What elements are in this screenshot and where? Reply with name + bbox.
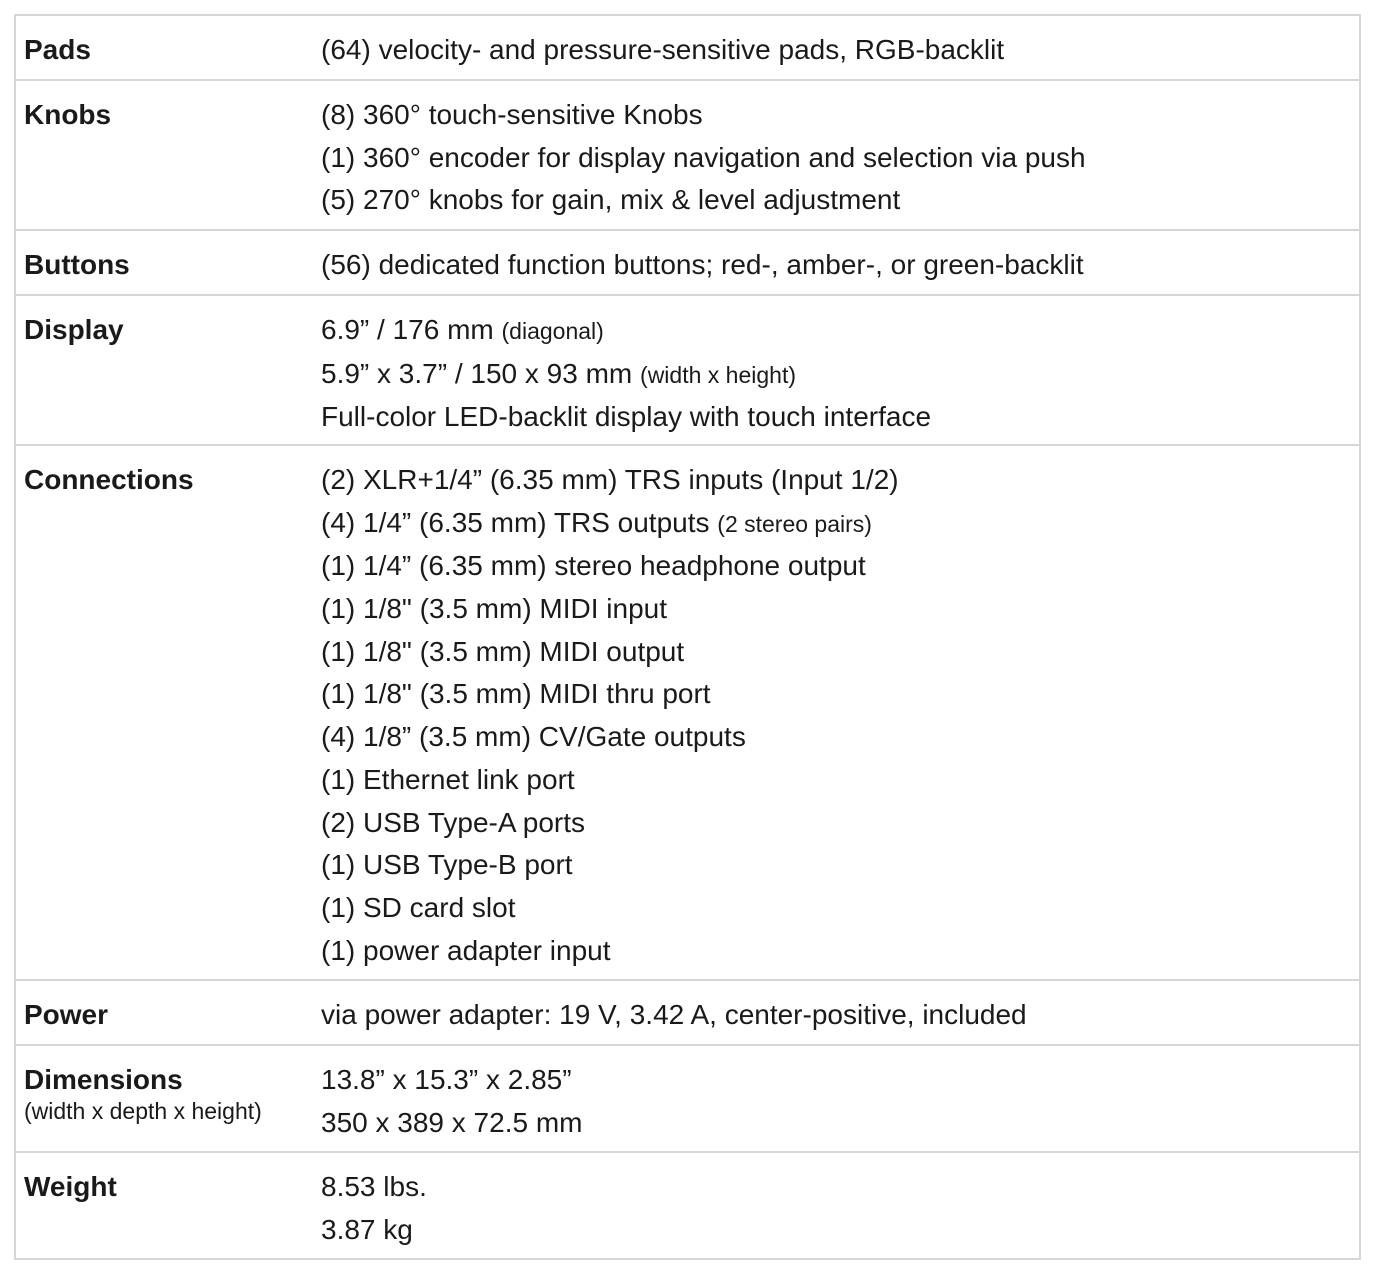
spec-line-text: (1) 1/8" (3.5 mm) MIDI thru port bbox=[321, 678, 711, 710]
spec-label-cell bbox=[16, 981, 311, 1044]
spec-row-power bbox=[16, 981, 1359, 1046]
spec-line-text: (5) 270° knobs for gain, mix & level adjustment bbox=[321, 184, 901, 216]
spec-line-text: 6.9” / 176 mm bbox=[321, 314, 494, 345]
spec-value-cell bbox=[311, 1046, 1359, 1151]
spec-line bbox=[321, 589, 1359, 629]
spec-line-note: (width x height) bbox=[640, 361, 796, 388]
spec-line bbox=[321, 95, 1359, 135]
spec-label-cell bbox=[16, 446, 311, 979]
spec-label-display: Display bbox=[24, 314, 124, 345]
spec-line bbox=[321, 310, 1359, 351]
spec-label-cell bbox=[16, 1046, 311, 1151]
spec-label-cell bbox=[16, 16, 311, 79]
spec-line bbox=[321, 845, 1359, 885]
spec-line-text: (4) 1/8” (3.5 mm) CV/Gate outputs bbox=[321, 721, 746, 753]
spec-line-text: via power adapter: 19 V, 3.42 A, center-positive, included bbox=[321, 999, 1027, 1030]
spec-line-text: 3.87 kg bbox=[321, 1213, 413, 1245]
spec-line bbox=[321, 1167, 1359, 1207]
spec-row-connections bbox=[16, 446, 1359, 981]
spec-line-text: (1) USB Type-B port bbox=[321, 849, 573, 881]
spec-line-text: (1) 1/8" (3.5 mm) MIDI output bbox=[321, 635, 685, 667]
spec-line bbox=[321, 674, 1359, 714]
spec-line bbox=[321, 180, 1359, 220]
spec-line bbox=[321, 546, 1359, 586]
spec-row-weight bbox=[16, 1153, 1359, 1260]
spec-label-weight: Weight bbox=[24, 1171, 117, 1202]
spec-line-text: (1) 360° encoder for display navigation and selection via push bbox=[321, 141, 1086, 173]
spec-label-dimensions: Dimensions bbox=[24, 1064, 183, 1095]
spec-label-cell bbox=[16, 81, 311, 229]
spec-line bbox=[321, 1103, 1359, 1143]
spec-line-text: (56) dedicated function buttons; red-, amber-, or green-backlit bbox=[321, 249, 1084, 280]
spec-label-pads: Pads bbox=[24, 34, 91, 65]
spec-sublabel-dimensions: (width x depth x height) bbox=[24, 1098, 262, 1124]
spec-line-text: 8.53 lbs. bbox=[321, 1171, 427, 1202]
spec-label-connections: Connections bbox=[24, 464, 194, 495]
spec-line bbox=[321, 503, 1359, 544]
spec-label-cell bbox=[16, 231, 311, 294]
spec-label-cell bbox=[16, 1153, 311, 1258]
spec-line-text: Full-color LED-backlit display with touch interface bbox=[321, 401, 932, 433]
spec-line bbox=[321, 397, 1359, 437]
specifications-table bbox=[14, 14, 1361, 1260]
spec-row-dimensions bbox=[16, 1046, 1359, 1153]
spec-line bbox=[321, 760, 1359, 800]
spec-line-text: (4) 1/4” (6.35 mm) TRS outputs bbox=[321, 506, 710, 538]
spec-line-text: (8) 360° touch-sensitive Knobs bbox=[321, 99, 703, 130]
spec-line-text: 350 x 389 x 72.5 mm bbox=[321, 1106, 583, 1138]
spec-line bbox=[321, 1060, 1359, 1100]
spec-label-buttons: Buttons bbox=[24, 249, 130, 280]
spec-line-text: (1) 1/8" (3.5 mm) MIDI input bbox=[321, 593, 668, 625]
spec-value-cell bbox=[311, 446, 1359, 979]
spec-label-power: Power bbox=[24, 999, 109, 1030]
spec-value-cell bbox=[311, 981, 1359, 1044]
spec-value-cell bbox=[311, 296, 1359, 444]
spec-line-text: 5.9” x 3.7” / 150 x 93 mm bbox=[321, 357, 633, 389]
spec-line bbox=[321, 632, 1359, 672]
spec-line bbox=[321, 888, 1359, 928]
spec-row-knobs bbox=[16, 81, 1359, 231]
spec-label-knobs: Knobs bbox=[24, 99, 112, 130]
spec-line-text: (1) 1/4” (6.35 mm) stereo headphone output bbox=[321, 550, 866, 582]
spec-line-note: (2 stereo pairs) bbox=[717, 510, 872, 537]
spec-line bbox=[321, 245, 1359, 285]
spec-value-cell bbox=[311, 81, 1359, 229]
spec-value-cell bbox=[311, 16, 1359, 79]
spec-line bbox=[321, 931, 1359, 971]
spec-line-note: (diagonal) bbox=[501, 318, 604, 344]
spec-value-cell bbox=[311, 1153, 1359, 1258]
spec-line-text: (1) Ethernet link port bbox=[321, 763, 575, 795]
spec-line-text: (64) velocity- and pressure-sensitive pads, RGB-backlit bbox=[321, 34, 1005, 65]
spec-line-text: 13.8” x 15.3” x 2.85” bbox=[321, 1064, 572, 1095]
spec-line-text: (1) SD card slot bbox=[321, 891, 516, 923]
spec-line-text: (1) power adapter input bbox=[321, 934, 611, 966]
spec-line-text: (2) USB Type-A ports bbox=[321, 806, 586, 838]
spec-line bbox=[321, 354, 1359, 395]
spec-row-display bbox=[16, 296, 1359, 446]
spec-row-pads bbox=[16, 16, 1359, 81]
spec-line-text: (2) XLR+1/4” (6.35 mm) TRS inputs (Input 1/2) bbox=[321, 464, 899, 495]
spec-line bbox=[321, 995, 1359, 1035]
spec-line bbox=[321, 803, 1359, 843]
spec-label-cell bbox=[16, 296, 311, 444]
spec-line bbox=[321, 30, 1359, 70]
spec-line bbox=[321, 1210, 1359, 1250]
spec-value-cell bbox=[311, 231, 1359, 294]
spec-line bbox=[321, 138, 1359, 178]
spec-line bbox=[321, 460, 1359, 500]
spec-line bbox=[321, 717, 1359, 757]
spec-row-buttons bbox=[16, 231, 1359, 296]
